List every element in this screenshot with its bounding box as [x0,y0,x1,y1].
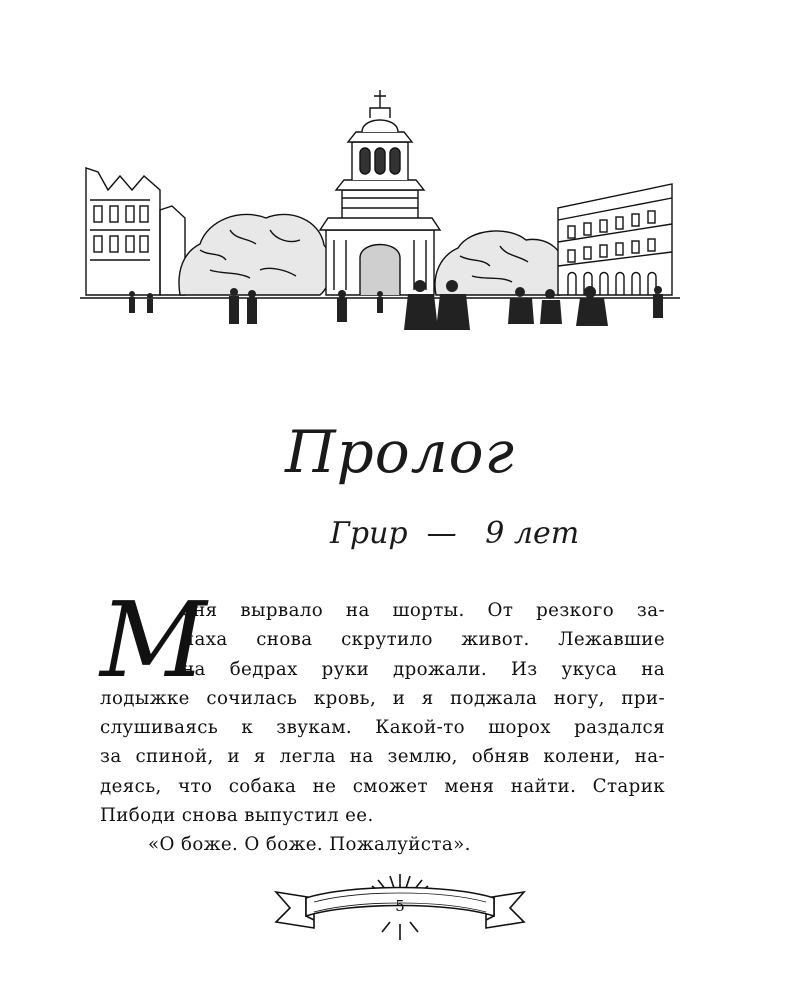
text-line: за спиной, и я легла на землю, обняв колени, на- [100,746,665,768]
page-number-ribbon [270,872,530,944]
text-line: на бедрах руки дрожали. Из укуса на [182,658,665,680]
chapter-subtitle: Грир — 9 лет [330,516,580,551]
text-line: слушиваясь к звукам. Какой-то шорох раздался [100,717,665,739]
text-line: еня вырвало на шорты. От резкого за- [182,600,665,621]
text-line: Пибоди снова выпустил ее. [100,805,374,827]
prologue-body [100,596,665,860]
campus-illustration [80,80,680,340]
chapter-title: Пролог [285,418,515,486]
drop-cap: М [100,579,207,701]
text-line: лодыжке сочилась кровь, и я поджала ногу, при- [100,687,665,709]
page-number: 5 [395,897,405,915]
text-line: паха снова скрутило живот. Лежавшие [182,629,665,651]
text-line: «О боже. О боже. Пожалуйста». [148,834,471,856]
text-line: деясь, что собака не сможет меня найти. Старик [100,775,665,797]
